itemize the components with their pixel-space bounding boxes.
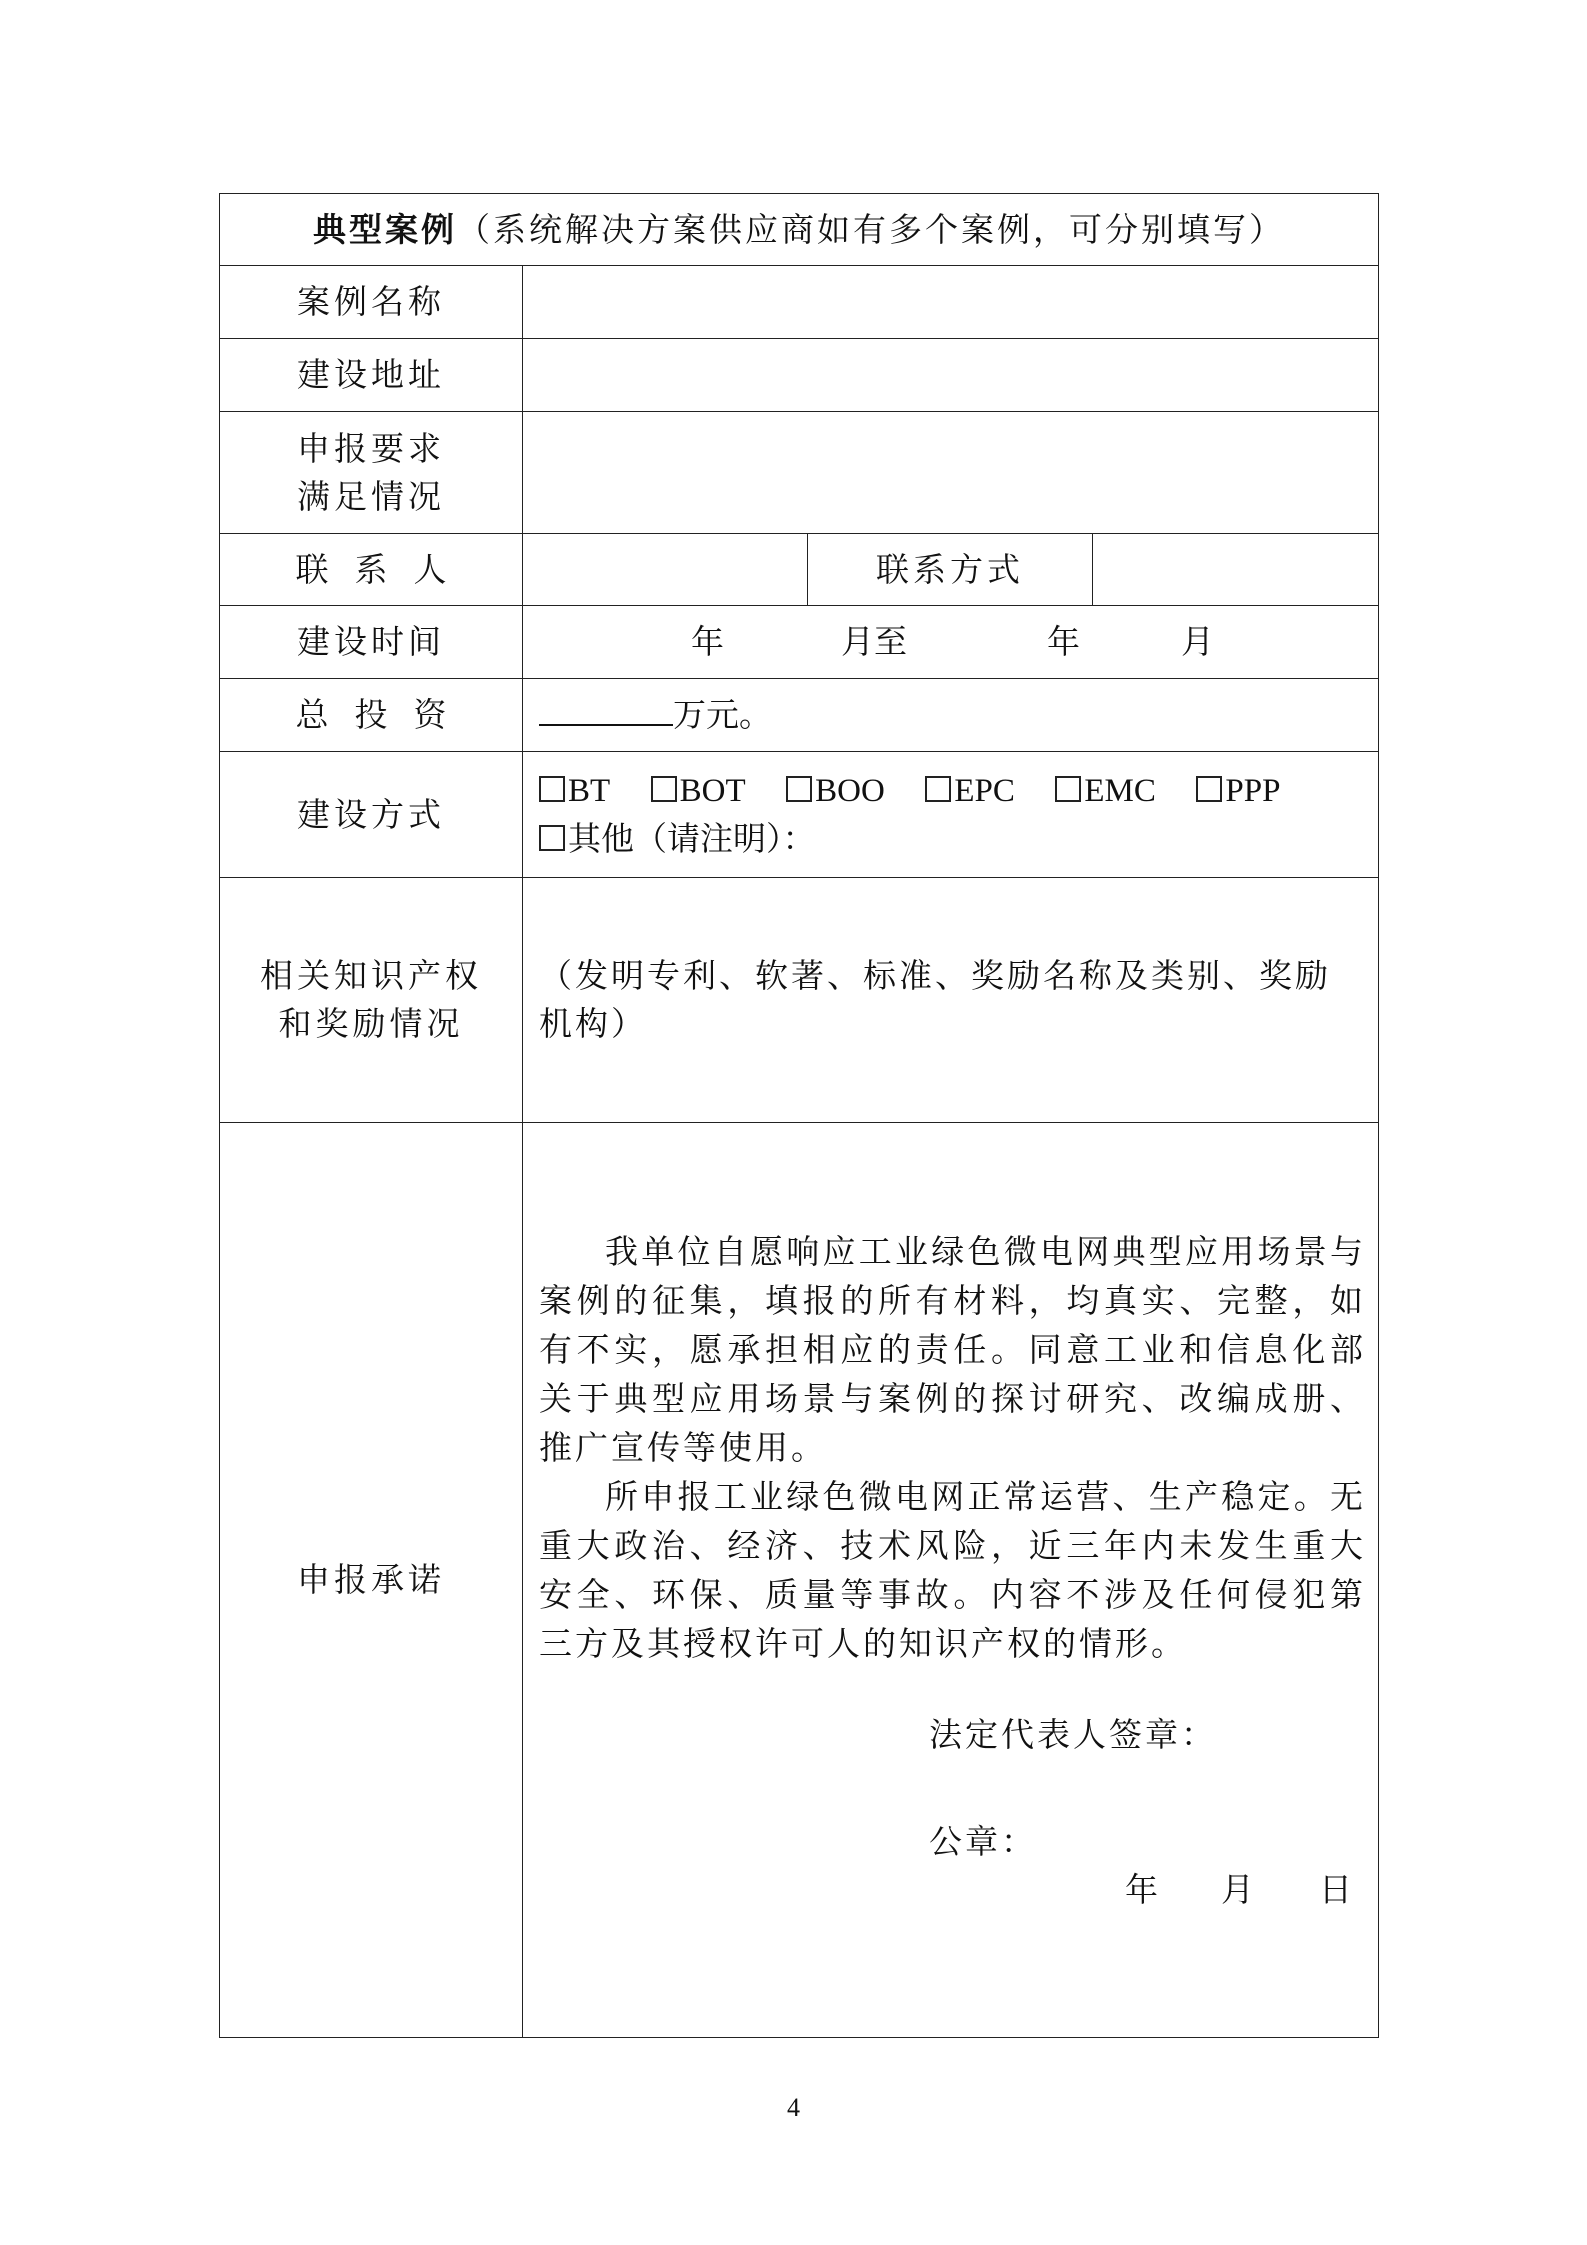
requirement-row [220, 412, 1379, 534]
checkbox-icon [539, 825, 565, 851]
commitment-field [523, 1123, 1379, 2038]
method-option-bot[interactable]: BOT [651, 766, 746, 815]
form-title-note: （系统解决方案供应商如有多个案例，可分别填写） [457, 209, 1285, 249]
build-time-start-month: 月至 [841, 622, 907, 661]
case-form-table [219, 193, 1379, 2038]
method-option-emc[interactable]: EMC [1055, 766, 1156, 815]
checkbox-icon [925, 776, 951, 802]
build-time-end-year: 年 [1047, 622, 1080, 661]
contact-row [220, 534, 1379, 606]
ip-label-line2: 和奖励情况 [278, 1004, 464, 1043]
sign-date-day: 日 [1319, 1870, 1352, 1909]
checkbox-icon [1196, 776, 1222, 802]
commitment-paragraph-2: 所申报工业绿色微电网正常运营、生产稳定。无重大政治、经济、技术风险，近三年内未发生重大安全、环保、质量等事故。内容不涉及任何侵犯第三方及其授权许可人的知识产权的情形。 [539, 1477, 1366, 1663]
sign-date-month: 月 [1221, 1870, 1254, 1909]
checkbox-icon [786, 776, 812, 802]
method-option-bt[interactable]: BT [539, 766, 610, 815]
requirement-label-line2: 满足情况 [297, 476, 445, 516]
build-method-options [523, 752, 1379, 878]
case-name-row [220, 266, 1379, 339]
sign-date [539, 1866, 1366, 1920]
investment-row [220, 679, 1379, 752]
contact-method-field[interactable] [1093, 534, 1379, 606]
contact-method-label: 联系方式 [808, 534, 1093, 606]
ip-label-line1: 相关知识产权 [260, 956, 482, 995]
address-field[interactable] [523, 339, 1379, 412]
commitment-row [220, 1123, 1379, 2038]
method-option-other[interactable]: 其他（请注明）： [539, 815, 816, 863]
investment-amount-blank[interactable] [539, 694, 673, 726]
official-seal[interactable]: 公章： [929, 1822, 1037, 1861]
build-method-row [220, 752, 1379, 878]
build-method-line2 [539, 815, 1362, 863]
investment-label: 总投资 [220, 679, 523, 752]
ip-hint: （发明专利、软著、标准、奖励名称及类别、奖励机构） [539, 956, 1331, 1043]
commitment-paragraph-1: 我单位自愿响应工业绿色微电网典型应用场景与案例的征集，填报的所有材料，均真实、完整，如有不实，愿承担相应的责任。同意工业和信息化部关于典型应用场景与案例的探讨研究、改编成册、推广宣传等使用。 [539, 1232, 1366, 1467]
requirement-label [220, 412, 523, 534]
build-time-row [220, 606, 1379, 679]
build-method-line1 [539, 766, 1362, 815]
contact-label: 联系人 [220, 534, 523, 606]
ip-label [220, 878, 523, 1123]
checkbox-icon [1055, 776, 1081, 802]
method-option-ppp[interactable]: PPP [1196, 766, 1280, 815]
form-title: 典型案例 [313, 209, 457, 249]
build-time-start-year: 年 [691, 622, 724, 661]
ip-row [220, 878, 1379, 1123]
page-number: 4 [787, 2093, 800, 2122]
build-method-label: 建设方式 [220, 752, 523, 878]
investment-unit: 万元。 [673, 695, 772, 734]
legal-representative-signature[interactable]: 法定代表人签章： [929, 1715, 1217, 1754]
form-title-row [220, 194, 1379, 266]
sign-date-year: 年 [1125, 1870, 1158, 1909]
requirement-field[interactable] [523, 412, 1379, 534]
case-name-label: 案例名称 [220, 266, 523, 339]
build-time-end-month: 月 [1181, 622, 1214, 661]
case-name-field[interactable] [523, 266, 1379, 339]
contact-field[interactable] [523, 534, 808, 606]
checkbox-icon [651, 776, 677, 802]
method-option-epc[interactable]: EPC [925, 766, 1015, 815]
build-time-field[interactable] [523, 606, 1379, 679]
method-option-boo[interactable]: BOO [786, 766, 885, 815]
investment-field[interactable] [523, 679, 1379, 752]
checkbox-icon [539, 776, 565, 802]
address-row [220, 339, 1379, 412]
requirement-label-line1: 申报要求 [297, 428, 445, 468]
form-title-cell [220, 194, 1379, 266]
ip-field[interactable] [523, 878, 1379, 1123]
address-label: 建设地址 [220, 339, 523, 412]
build-time-label: 建设时间 [220, 606, 523, 679]
commitment-label: 申报承诺 [220, 1123, 523, 2038]
